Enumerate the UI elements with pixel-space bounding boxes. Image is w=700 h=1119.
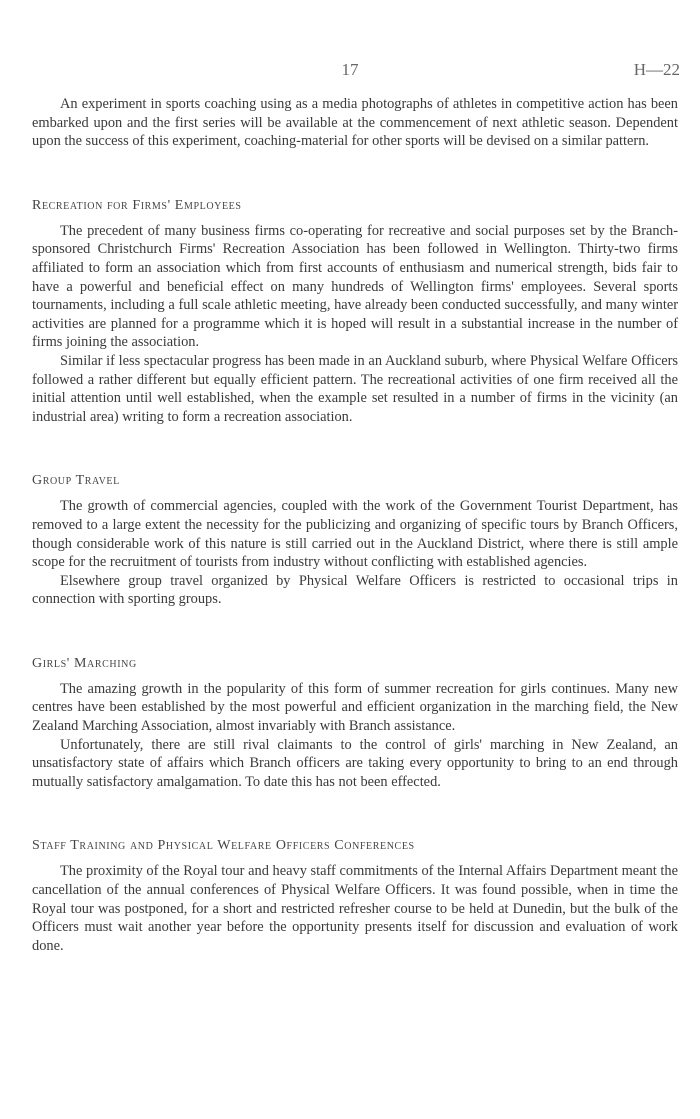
section-girls-marching bbox=[32, 656, 678, 792]
section-paragraph: The proximity of the Royal tour and heavy staff commitments of the Internal Affairs Department meant the cancellation of the annual conferences of Physical Welfare Officers. It was found possible, when in time the Royal tour was postponed, for a short and restricted refresher course to be held at Dunedin, but the bulk of the Officers must wait another year before the opportunity presents itself for discussion and evaluation of work done. bbox=[32, 863, 678, 954]
intro-section bbox=[32, 95, 678, 151]
page-number: 17 bbox=[341, 60, 359, 79]
section-paragraph: Unfortunately, there are still rival claimants to the control of girls' marching in New Zealand, an unsatisfactory state of affairs which Branch officers are taking every opportunity to bring to an end through mutually satisfactory amalgamation. To date this has not been effected. bbox=[32, 736, 678, 790]
section-recreation-firms-employees bbox=[32, 198, 678, 427]
page-content bbox=[32, 95, 678, 955]
section-heading: Girls' Marching bbox=[32, 655, 137, 671]
section-staff-training-conferences bbox=[32, 838, 678, 955]
section-heading: Staff Training and Physical Welfare Officers Conferences bbox=[32, 838, 415, 854]
section-paragraph: Similar if less spectacular progress has been made in an Auckland suburb, where Physical Welfare Officers followed a rather different but equally efficient pattern. The recreational activities of one firm received all the initial attention until well established, when the example set resulted in a number of firms in the vicinity (an industrial area) writing to form a recreation association. bbox=[32, 352, 678, 425]
section-paragraph: Elsewhere group travel organized by Physical Welfare Officers is restricted to occasional trips in connection with sporting groups. bbox=[32, 572, 678, 608]
intro-paragraph: An experiment in sports coaching using as a media photographs of athletes in competitive action has been embarked upon and the first series will be available at the commencement of next athletic season. Dependent upon the success of this experiment, coaching-material for other sports will be devised on a similar pattern. bbox=[32, 96, 678, 150]
section-paragraph: The growth of commercial agencies, coupled with the work of the Government Tourist Department, has removed to a large extent the necessity for the publicizing and organizing of specific tours by Branch Officers, though considerable work of this nature is still carried out in the Auckland District, where there is still ample scope for the recruitment of tourists from industry without conflicting with established agencies. bbox=[32, 498, 678, 571]
section-paragraph: The amazing growth in the popularity of this form of summer recreation for girls continues. Many new centres have been established by the most powerful and efficient organization in the marching field, the New Zealand Marching Association, almost invariably with Branch assistance. bbox=[32, 680, 678, 735]
document-code: H—22 bbox=[633, 60, 680, 79]
section-heading: Group Travel bbox=[32, 473, 120, 489]
section-paragraph: The precedent of many business firms co-operating for recreative and social purposes set by the Branch-sponsored Christchurch Firms' Recreation Association has been followed in Wellington. Thirty-two firms affiliated to form an association which from first accounts of enthusiasm and numerical strength, bids fair to have a powerful and beneficial effect on many hundreds of Wellington firms' employees. Several sports tournaments, including a full scale athletic meeting, have already been conducted successfully, and many winter activities are planned for a programme which it is hoped will result in a substantial increase in the number of firms joining the association. bbox=[32, 222, 678, 351]
section-heading: Recreation for Firms' Employees bbox=[32, 197, 242, 213]
section-group-travel bbox=[32, 473, 678, 609]
